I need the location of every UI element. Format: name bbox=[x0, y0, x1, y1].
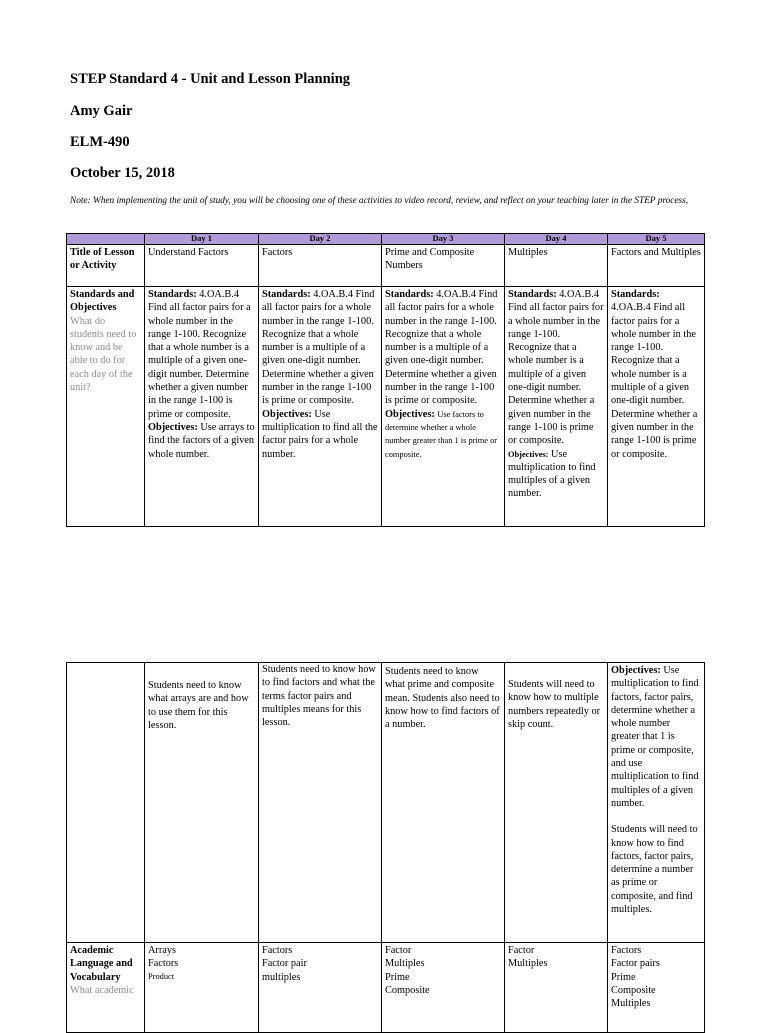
day-header: Day 3 bbox=[382, 234, 505, 245]
day-header: Day 2 bbox=[259, 234, 382, 245]
implementation-note: Note: When implementing the unit of study, you will be choosing one of these activities to video record, review, and reflect on your teaching later in the STEP process, bbox=[70, 196, 689, 206]
standards-text: 4.OA.B.4 Find all factor pairs for a whole number in the range 1-100. Recognize that a whole number is a multiple of a given one-digit number. Determine whether a given number in the range 1-100 is prime or composite. bbox=[148, 289, 251, 420]
standards-label-note: What do students need to know and be able to do for each day of the unit? bbox=[70, 315, 137, 394]
row-label-academic bbox=[67, 943, 145, 1033]
day-header: Day 1 bbox=[145, 234, 259, 245]
vocab-term: Factors bbox=[611, 945, 642, 956]
title-cell: Understand Factors bbox=[145, 245, 259, 287]
objectives-text: Use multiplication to find all the factor pairs for a whole number. bbox=[262, 408, 378, 460]
prior-knowledge-cell: Students need to know what prime and composite mean. Students also need to know how to find factors of a number. bbox=[382, 663, 505, 943]
vocab-term: Multiples bbox=[508, 958, 548, 970]
vocab-term: Composite bbox=[611, 984, 656, 996]
title-cell: Multiples bbox=[505, 245, 608, 287]
vocab-cell bbox=[382, 943, 505, 1033]
standards-label: Standards and Objectives bbox=[70, 289, 135, 314]
academic-language-row bbox=[67, 943, 705, 1033]
day-header: Day 5 bbox=[608, 234, 705, 245]
standards-cell bbox=[505, 287, 608, 527]
standards-cell bbox=[382, 287, 505, 527]
vocab-term: Multiples bbox=[611, 998, 651, 1010]
standards-row bbox=[67, 287, 705, 527]
vocab-cell bbox=[145, 943, 259, 1033]
prior-knowledge-cell bbox=[608, 663, 705, 943]
day-header: Day 4 bbox=[505, 234, 608, 245]
standards-heading: Standards: bbox=[611, 289, 660, 300]
standards-heading: Standards: bbox=[262, 289, 311, 300]
standards-text: 4.OA.B.4 Find all factor pairs for a whole number in the range 1-100. Recognize that a whole number is a multiple of a given one-digit number. Determine whether a given number in the range 1-100 is prime or composite. bbox=[385, 289, 498, 407]
lesson-plan-table bbox=[66, 233, 705, 527]
document-title: STEP Standard 4 - Unit and Lesson Planning bbox=[70, 71, 351, 87]
corner-cell bbox=[67, 234, 145, 245]
vocab-term: Factor pair bbox=[262, 958, 307, 970]
standards-cell bbox=[145, 287, 259, 527]
prior-knowledge-text: Students will need to know how to find factors, factor pairs, determine a number as prime or composite, and find multiples. bbox=[611, 824, 698, 916]
document-date: October 15, 2018 bbox=[70, 165, 175, 181]
vocab-term: Factor bbox=[508, 945, 535, 956]
vocab-term: Arrays bbox=[148, 945, 177, 956]
prior-knowledge-cell: Students need to know what arrays are and how to use them for this lesson. bbox=[145, 663, 259, 943]
standards-text: 4.OA.B.4 Find all factor pairs for a whole number in the range 1-100. Recognize that a whole number is a multiple of a given one-digit number. Determine whether a given number in the range 1-100 is prime or composite. bbox=[611, 302, 698, 460]
prior-knowledge-cell: Students need to know how to find factors and what the terms factor pairs and multiples means for this lesson. bbox=[259, 663, 382, 943]
vocab-term: Multiples bbox=[385, 958, 425, 970]
vocab-term: Product bbox=[148, 971, 175, 981]
objectives-text: Use multiplication to find factors, factor pairs, determine whether a whole number greater that 1 is prime or composite, and use multiplication to find multiples of a given number. bbox=[611, 665, 699, 809]
standards-heading: Standards: bbox=[508, 289, 557, 300]
vocab-term: Factor pairs bbox=[611, 958, 660, 970]
vocab-term: Composite bbox=[385, 984, 430, 996]
standards-text: 4.OA.B.4 Find all factor pairs for a whole number in the range 1-100. Recognize that a whole number is a multiple of a given one-digit number. Determine whether a given number in the range 1-100 is prime or composite. bbox=[262, 289, 375, 407]
row-label-standards bbox=[67, 287, 145, 527]
continued-standards-row bbox=[67, 663, 705, 943]
vocab-term: Prime bbox=[385, 971, 410, 983]
vocab-term: Prime bbox=[611, 971, 636, 983]
row-label-title: Title of Lesson or Activity bbox=[67, 245, 145, 287]
vocab-cell bbox=[608, 943, 705, 1033]
standards-text: 4.OA.B.4 Find all factor pairs for a whole number in the range 1-100. Recognize that a whole number is a multiple of a given one-digit number. Determine whether a given number in the range 1-100 is prime or composite. bbox=[508, 289, 604, 447]
objectives-heading: Objectives: bbox=[148, 421, 198, 433]
author-name: Amy Gair bbox=[70, 103, 133, 119]
vocab-term: Factors bbox=[262, 945, 293, 956]
objectives-text: Use arrays to find the factors of a given whole number. bbox=[148, 421, 255, 460]
title-cell: Factors bbox=[259, 245, 382, 287]
vocab-cell bbox=[505, 943, 608, 1033]
standards-cell bbox=[608, 287, 705, 527]
objectives-text: Use multiplication to find multiples of a given number. bbox=[508, 448, 596, 500]
standards-cell bbox=[259, 287, 382, 527]
course-code: ELM-490 bbox=[70, 134, 130, 150]
title-cell: Prime and Composite Numbers bbox=[382, 245, 505, 287]
prior-knowledge-cell: Students will need to know how to multiple numbers repeatedly or skip count. bbox=[505, 663, 608, 943]
standards-heading: Standards: bbox=[385, 289, 434, 300]
objectives-heading: Objectives: bbox=[385, 408, 435, 420]
objectives-text: Use factors to determine whether a whole number greater than 1 is prime or composite. bbox=[385, 409, 498, 459]
continued-label-cell bbox=[67, 663, 145, 943]
title-row bbox=[67, 245, 705, 287]
vocab-term: multiples bbox=[262, 971, 301, 983]
standards-heading: Standards: bbox=[148, 289, 197, 300]
title-cell: Factors and Multiples bbox=[608, 245, 705, 287]
objectives-heading: Objectives: bbox=[262, 408, 312, 420]
vocab-term: Factors bbox=[148, 958, 179, 970]
vocab-term: Factor bbox=[385, 945, 412, 956]
objectives-heading: Objectives: bbox=[508, 449, 549, 459]
day-header-row bbox=[67, 234, 705, 245]
vocab-cell bbox=[259, 943, 382, 1033]
objectives-heading: Objectives: bbox=[611, 665, 661, 676]
academic-label: Academic Language and Vocabulary bbox=[70, 945, 133, 983]
academic-label-note: What academic bbox=[70, 984, 134, 996]
lesson-plan-table-continued bbox=[66, 662, 705, 1033]
